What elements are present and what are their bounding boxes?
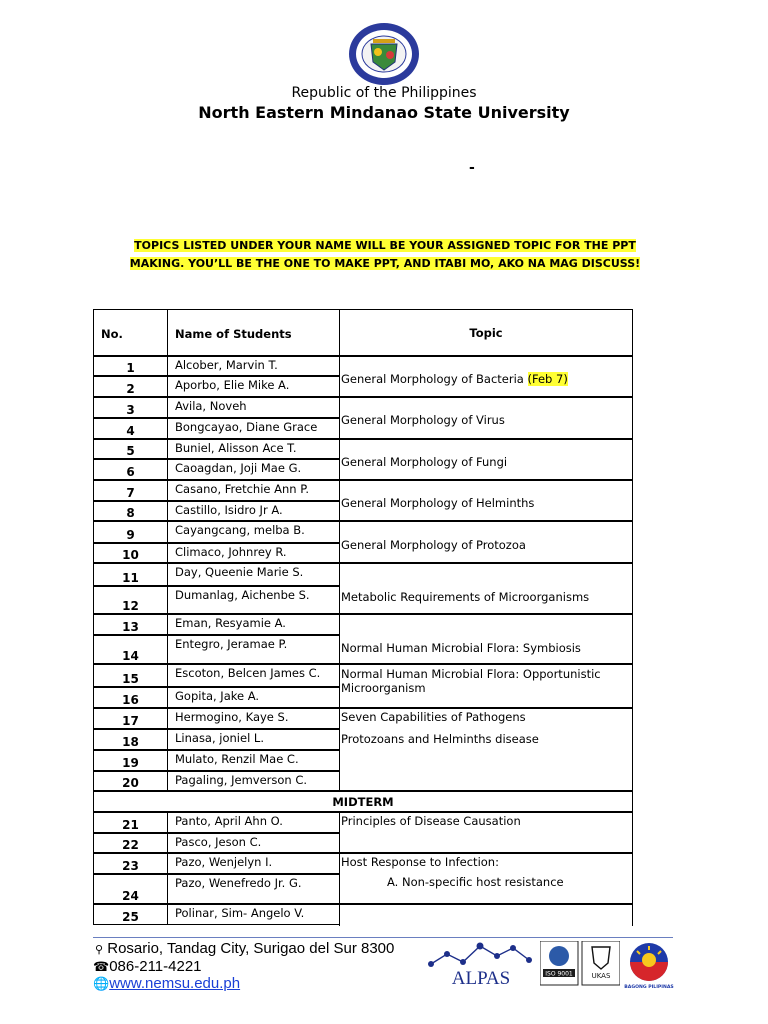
globe-icon: 🌐 [93,976,110,991]
row-number: 18 [93,729,168,750]
row-number: 4 [93,418,168,439]
row-number: 14 [93,635,168,664]
row-number: 11 [93,563,168,586]
student-name: Dumanlag, Aichenbe S. [167,586,340,614]
iso-text: ISO 9001 [545,970,573,978]
student-name: Caoagdan, Joji Mae G. [167,459,340,480]
footer-phone [93,958,202,975]
row-number: 24 [93,874,168,904]
student-name: Hermogino, Kaye S. [167,708,340,729]
row-number: 2 [93,376,168,397]
student-name: Aporbo, Elie Mike A. [167,376,340,397]
topic-text: Normal Human Microbial Flora: Opportunistic [341,667,601,681]
topic-subitem: A. Non-specific host resistance [387,875,564,889]
student-name: Casano, Fretchie Ann P. [167,480,340,501]
topic-cell [339,614,633,664]
row-number: 19 [93,750,168,771]
topic-text: Seven Capabilities of Pathogens [341,710,526,724]
student-name: Entegro, Jeramae P. [167,635,340,664]
university-seal-icon [347,22,421,86]
row-number: 12 [93,586,168,614]
student-name: Alcober, Marvin T. [167,356,340,376]
topic-cell [339,439,633,480]
topic-cell [339,812,633,853]
student-name: Cayangcang, melba B. [167,521,340,543]
topic-text: General Morphology of Bacteria [341,372,528,386]
topic-cell [339,563,633,614]
student-name: Pagaling, Jemverson C. [167,771,340,791]
student-name: Pazo, Wenjelyn I. [167,853,340,874]
topic-cell [339,521,633,563]
row-number: 1 [93,356,168,376]
topic-text-line-2: Microorganism [341,681,426,695]
topic-text: Principles of Disease Causation [341,814,521,828]
topic-cell [339,664,633,708]
row-number: 25 [93,904,168,925]
assignment-notice [100,237,670,273]
row-number: 8 [93,501,168,521]
row-number: 16 [93,687,168,708]
bagong-pilipinas-logo [622,940,677,990]
row-number: 6 [93,459,168,480]
republic-heading: Republic of the Philippines [291,85,477,101]
row-number: 21 [93,812,168,833]
alpas-logo [425,938,537,990]
topic-text: General Morphology of Virus [341,413,505,427]
ukas-text: UKAS [591,972,611,980]
student-name: Gopita, Jake A. [167,687,340,708]
footer-divider [93,937,673,938]
student-name: Eman, Resyamie A. [167,614,340,635]
row-number: 22 [93,833,168,853]
topic-cell [339,397,633,439]
footer-address [95,940,394,957]
topic-date-note: (Feb 7) [527,372,568,386]
student-name: Polinar, Sim- Angelo V. [167,904,340,925]
row-number: 23 [93,853,168,874]
topic-cell [339,853,633,904]
row-number: 13 [93,614,168,635]
student-name: Linasa, joniel L. [167,729,340,750]
alpas-text: ALPAS [451,968,511,989]
row-number: 9 [93,521,168,543]
title-dash: - [469,160,475,176]
university-title: North Eastern Mindanao State University [198,103,570,122]
student-name: Panto, April Ahn O. [167,812,340,833]
phone-icon: ☎ [93,959,110,974]
student-name: Avila, Noveh [167,397,340,418]
student-name: Mulato, Renzil Mae C. [167,750,340,771]
phone-text: 086-211-4221 [109,958,202,975]
row-number: 7 [93,480,168,501]
notice-line-2: MAKING. YOU’LL BE THE ONE TO MAKE PPT, AND ITABI MO, AKO NA MAG DISCUSS! [129,257,641,270]
header-name: Name of Students [167,309,340,356]
row-number: 17 [93,708,168,729]
student-name: Pazo, Wenefredo Jr. G. [167,874,340,904]
iso-certification-logos [540,941,620,987]
student-name: Pasco, Jeson C. [167,833,340,853]
row-number: 10 [93,543,168,563]
row-number: 5 [93,439,168,459]
row-number: 3 [93,397,168,418]
row-number: 15 [93,664,168,687]
topic-cell-empty [339,904,633,926]
notice-line-1: TOPICS LISTED UNDER YOUR NAME WILL BE YOUR ASSIGNED TOPIC FOR THE PPT [134,239,636,252]
topic-text: Metabolic Requirements of Microorganisms [341,590,590,604]
location-pin-icon: ⚲ [95,944,104,956]
midterm-divider: MIDTERM [93,791,633,812]
address-text: Rosario, Tandag City, Surigao del Sur 8300 [107,940,395,957]
student-name: Escoton, Belcen James C. [167,664,340,687]
topic-text: Host Response to Infection: [341,855,499,869]
topic-cell [339,356,633,397]
topic-text: General Morphology of Protozoa [341,538,526,552]
header-no: No. [93,309,168,356]
website-link[interactable]: www.nemsu.edu.ph [109,975,241,992]
student-name: Climaco, Johnrey R. [167,543,340,563]
student-name: Bongcayao, Diane Grace [167,418,340,439]
row-number: 20 [93,771,168,791]
topic-text: General Morphology of Fungi [341,455,508,469]
topic-text: Normal Human Microbial Flora: Symbiosis [341,641,581,655]
student-name: Day, Queenie Marie S. [167,563,340,586]
topic-text-line-2: Protozoans and Helminths disease [341,732,539,746]
footer-website [93,975,240,992]
topic-cell [339,480,633,521]
topic-cell [339,708,633,791]
student-name: Buniel, Alisson Ace T. [167,439,340,459]
bagong-text: BAGONG PILIPINAS [624,985,674,990]
student-name: Castillo, Isidro Jr A. [167,501,340,521]
topic-text: General Morphology of Helminths [341,496,535,510]
header-topic: Topic [339,309,633,356]
